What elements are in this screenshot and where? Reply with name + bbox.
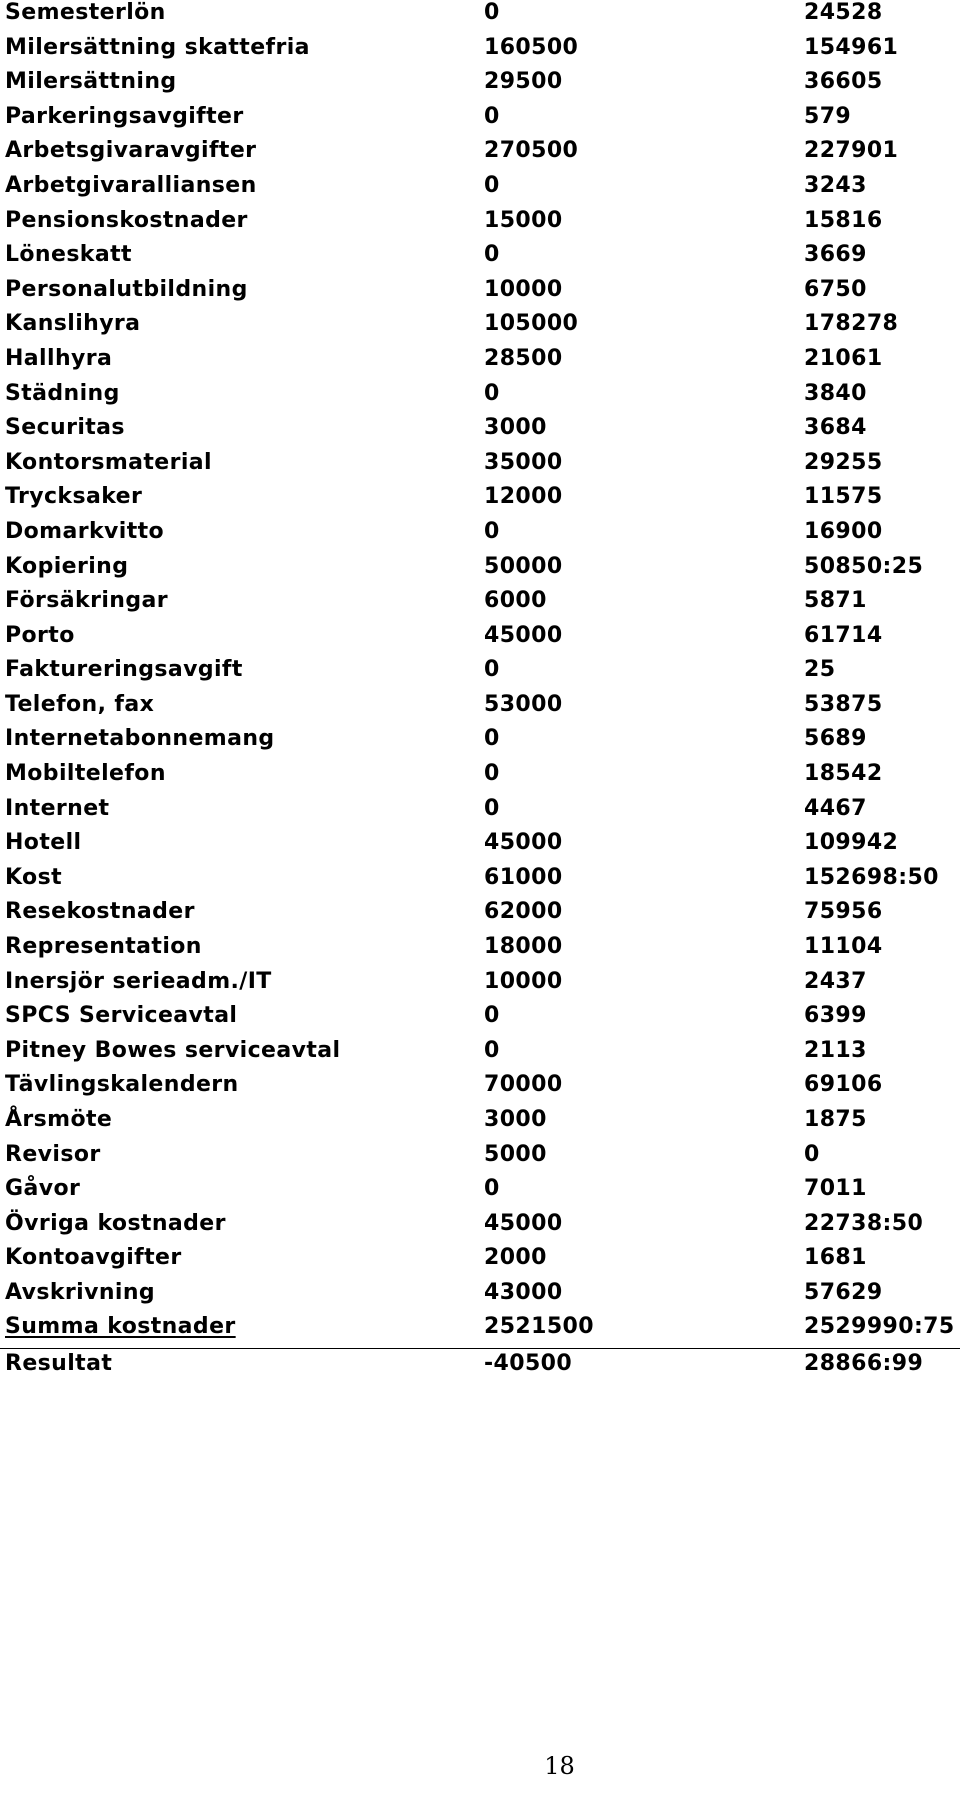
row-budget: 61000 (484, 864, 563, 890)
row-budget: 45000 (484, 622, 563, 648)
row-actual: 4467 (804, 795, 867, 821)
row-label: Arbetgivaralliansen (5, 172, 257, 198)
row-budget: 2521500 (484, 1313, 594, 1339)
table-row (0, 277, 960, 312)
row-actual: 3669 (804, 242, 867, 268)
page-number: 18 (544, 1752, 575, 1780)
row-actual: 57629 (804, 1279, 883, 1305)
table-row (0, 830, 960, 865)
row-label: Pensionskostnader (5, 207, 248, 233)
table-row (0, 692, 960, 727)
row-budget: 0 (484, 518, 500, 544)
table-row (0, 899, 960, 934)
row-budget: 0 (484, 726, 500, 752)
row-label: Securitas (5, 415, 125, 441)
table-row (0, 761, 960, 796)
row-actual: 36605 (804, 69, 883, 95)
sum-row (0, 1315, 960, 1349)
row-budget: 0 (484, 172, 500, 198)
row-actual: 3840 (804, 380, 867, 406)
row-budget: 6000 (484, 588, 547, 614)
row-label: Arbetsgivaravgifter (5, 138, 257, 164)
row-label: Trycksaker (5, 484, 143, 510)
row-budget: 18000 (484, 934, 563, 960)
row-actual: 2529990:75 (804, 1313, 955, 1339)
row-actual: 0 (804, 1141, 820, 1167)
table-row (0, 138, 960, 173)
row-actual: 16900 (804, 518, 883, 544)
row-budget: 0 (484, 0, 500, 25)
row-actual: 154961 (804, 34, 899, 60)
table-row (0, 69, 960, 104)
row-actual: 6750 (804, 276, 867, 302)
row-actual: 69106 (804, 1072, 883, 1098)
row-label: Årsmöte (5, 1107, 113, 1132)
row-actual: 29255 (804, 449, 883, 475)
row-budget: 43000 (484, 1279, 563, 1305)
row-actual: 7011 (804, 1176, 867, 1202)
row-budget: 3000 (484, 415, 547, 441)
row-actual: 28866:99 (804, 1350, 924, 1376)
row-label: Hallhyra (5, 345, 113, 371)
row-budget: 105000 (484, 311, 579, 337)
row-label: Milersättning skattefria (5, 34, 310, 60)
row-label: Städning (5, 380, 120, 406)
row-label: Kanslihyra (5, 311, 141, 337)
row-budget: 45000 (484, 1210, 563, 1236)
row-label: Försäkringar (5, 588, 168, 614)
row-actual: 24528 (804, 0, 883, 25)
row-label: Resultat (5, 1350, 113, 1376)
row-budget: -40500 (484, 1350, 573, 1376)
row-label: Kopiering (5, 553, 129, 579)
row-actual: 2437 (804, 968, 867, 994)
row-budget: 70000 (484, 1072, 563, 1098)
row-actual: 11104 (804, 934, 883, 960)
row-actual: 11575 (804, 484, 883, 510)
row-label: Representation (5, 934, 202, 960)
row-budget: 0 (484, 1037, 500, 1063)
row-actual: 25 (804, 657, 836, 683)
table-row (0, 657, 960, 692)
row-budget: 50000 (484, 553, 563, 579)
row-actual: 227901 (804, 138, 899, 164)
table-row (0, 415, 960, 450)
row-budget: 53000 (484, 691, 563, 717)
table-row (0, 173, 960, 208)
row-actual: 3684 (804, 415, 867, 441)
row-actual: 109942 (804, 830, 899, 856)
table-row (0, 0, 960, 35)
table-row (0, 623, 960, 658)
row-actual: 75956 (804, 899, 883, 925)
row-actual: 21061 (804, 345, 883, 371)
table-row (0, 969, 960, 1004)
row-budget: 160500 (484, 34, 579, 60)
row-budget: 0 (484, 1176, 500, 1202)
row-actual: 53875 (804, 691, 883, 717)
table-row (0, 1003, 960, 1038)
table-row (0, 104, 960, 139)
table-row (0, 484, 960, 519)
row-label: Porto (5, 622, 75, 648)
table-row (0, 1142, 960, 1177)
table-row (0, 35, 960, 70)
row-budget: 0 (484, 380, 500, 406)
table-row (0, 1245, 960, 1280)
table-row (0, 1072, 960, 1107)
row-budget: 10000 (484, 276, 563, 302)
row-label: Inersjör serieadm./IT (5, 968, 272, 994)
row-budget: 15000 (484, 207, 563, 233)
row-label: Resekostnader (5, 899, 195, 925)
table-row (0, 311, 960, 346)
row-actual: 50850:25 (804, 553, 924, 579)
row-actual: 1681 (804, 1245, 867, 1271)
row-label: Hotell (5, 830, 82, 856)
row-label: Personalutbildning (5, 276, 248, 302)
row-label: Faktureringsavgift (5, 657, 243, 683)
row-label: Övriga kostnader (5, 1210, 226, 1236)
row-budget: 0 (484, 657, 500, 683)
row-label: Kost (5, 864, 62, 890)
row-budget: 0 (484, 761, 500, 787)
row-actual: 579 (804, 103, 852, 129)
table-row (0, 588, 960, 623)
row-label: Kontorsmaterial (5, 449, 212, 475)
row-actual: 152698:50 (804, 864, 939, 890)
row-actual: 3243 (804, 172, 867, 198)
row-budget: 0 (484, 1003, 500, 1029)
row-budget: 0 (484, 103, 500, 129)
row-budget: 3000 (484, 1107, 547, 1132)
row-actual: 18542 (804, 761, 883, 787)
row-label: Kontoavgifter (5, 1245, 182, 1271)
row-actual: 5871 (804, 588, 867, 614)
row-budget: 29500 (484, 69, 563, 95)
table-row (0, 208, 960, 243)
row-label: Internet (5, 795, 110, 821)
row-actual: 1875 (804, 1107, 867, 1132)
table-row (0, 934, 960, 969)
row-label: SPCS Serviceavtal (5, 1003, 238, 1029)
row-actual: 22738:50 (804, 1210, 924, 1236)
row-label: Mobiltelefon (5, 761, 166, 787)
row-label: Semesterlön (5, 0, 166, 25)
row-actual: 5689 (804, 726, 867, 752)
table-row (0, 796, 960, 831)
row-budget: 5000 (484, 1141, 547, 1167)
row-label: Internetabonnemang (5, 726, 275, 752)
table-row (0, 242, 960, 277)
row-actual: 6399 (804, 1003, 867, 1029)
table-row (0, 1176, 960, 1211)
row-budget: 270500 (484, 138, 579, 164)
row-label: Löneskatt (5, 242, 132, 268)
table-row (0, 1038, 960, 1073)
row-label: Tävlingskalendern (5, 1072, 239, 1098)
table-row (0, 865, 960, 900)
row-budget: 62000 (484, 899, 563, 925)
table-row (0, 554, 960, 589)
row-budget: 45000 (484, 830, 563, 856)
table-row (0, 1211, 960, 1246)
row-actual: 15816 (804, 207, 883, 233)
row-label: Milersättning (5, 69, 177, 95)
row-label: Domarkvitto (5, 518, 165, 544)
row-actual: 2113 (804, 1037, 867, 1063)
row-budget: 0 (484, 795, 500, 821)
row-label: Telefon, fax (5, 691, 155, 717)
row-actual: 178278 (804, 311, 899, 337)
row-budget: 35000 (484, 449, 563, 475)
row-budget: 12000 (484, 484, 563, 510)
row-label: Avskrivning (5, 1279, 156, 1305)
table-row (0, 450, 960, 485)
row-label: Summa kostnader (5, 1313, 236, 1339)
table-row (0, 519, 960, 554)
result-row (0, 1351, 960, 1386)
table-row (0, 346, 960, 381)
row-label: Revisor (5, 1141, 101, 1167)
row-budget: 28500 (484, 345, 563, 371)
row-label: Parkeringsavgifter (5, 103, 244, 129)
row-budget: 2000 (484, 1245, 547, 1271)
table-row (0, 1107, 960, 1142)
row-label: Pitney Bowes serviceavtal (5, 1037, 341, 1063)
row-budget: 0 (484, 242, 500, 268)
row-budget: 10000 (484, 968, 563, 994)
table-row (0, 1280, 960, 1315)
row-label: Gåvor (5, 1176, 81, 1202)
table-row (0, 381, 960, 416)
table-row (0, 726, 960, 761)
row-actual: 61714 (804, 622, 883, 648)
